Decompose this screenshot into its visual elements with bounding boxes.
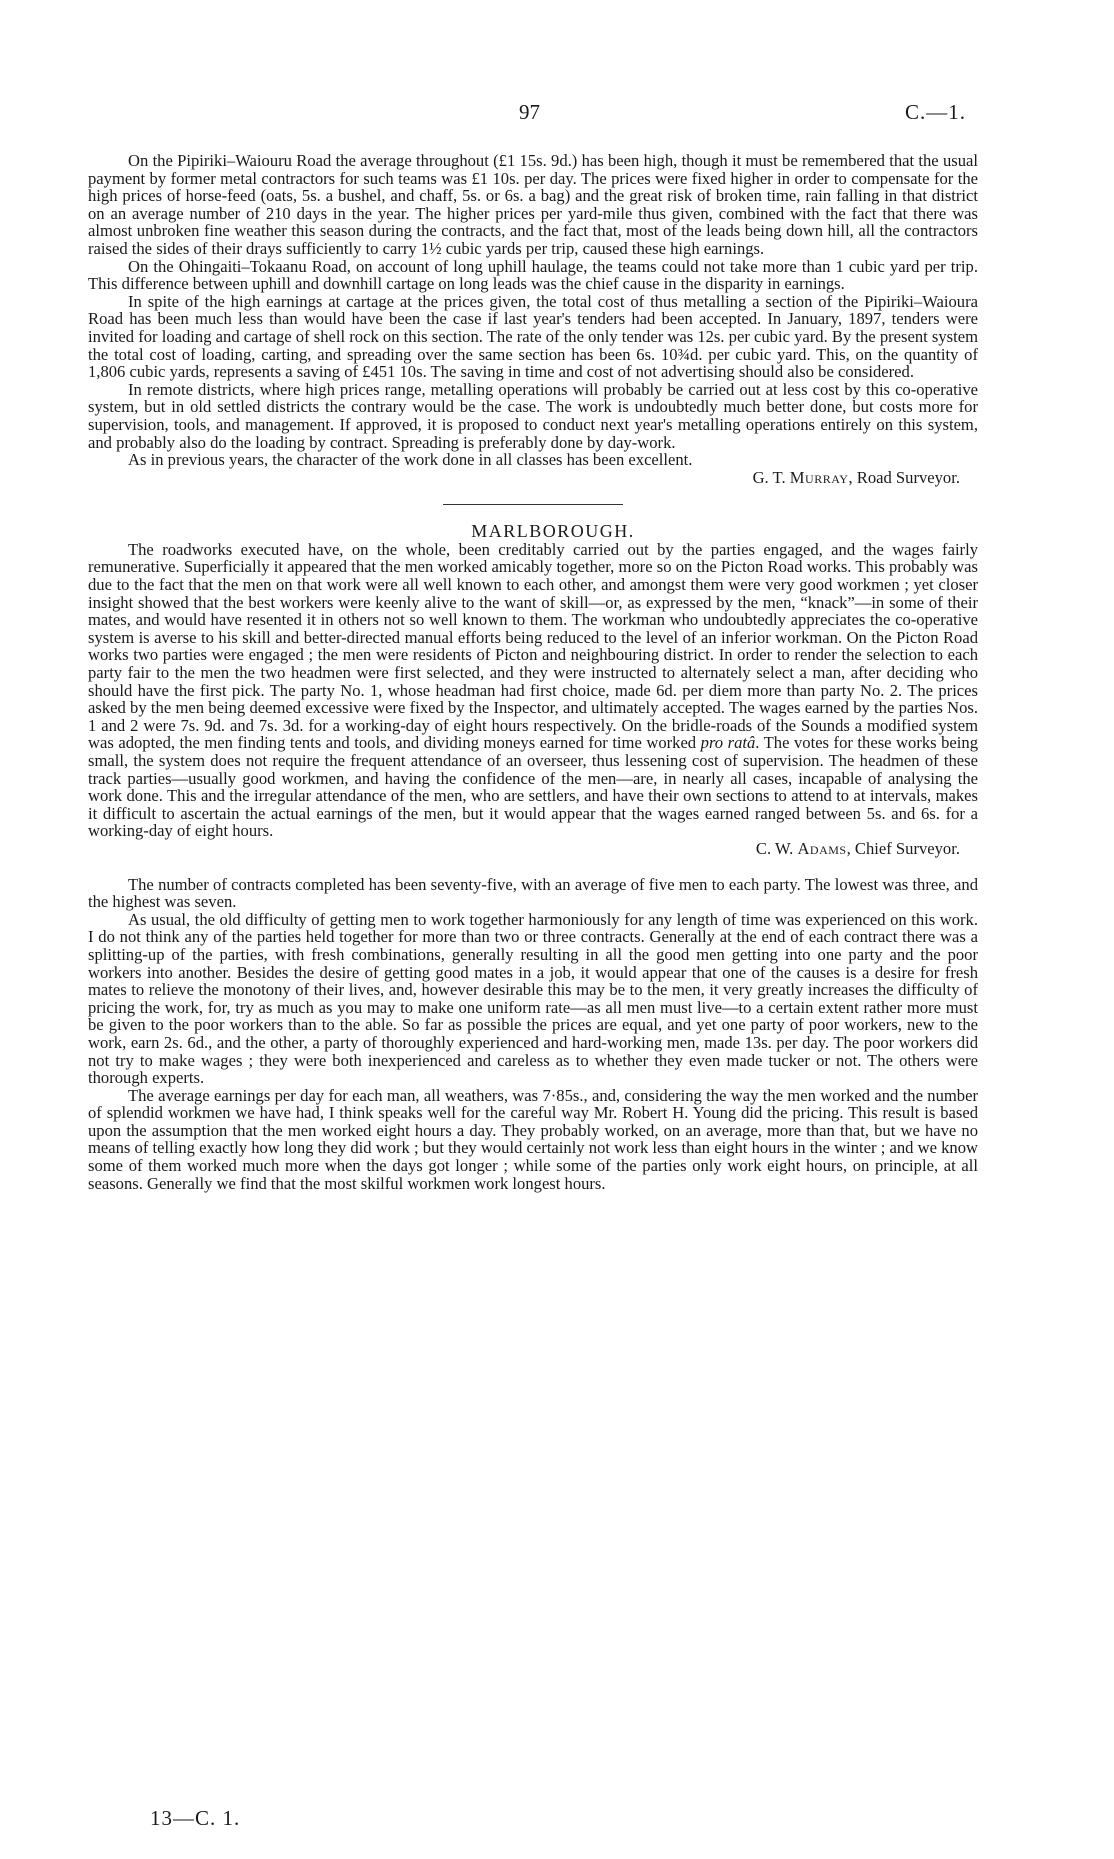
paragraph (88, 541, 978, 840)
signature-name: Adams (797, 838, 847, 858)
page-header (0, 100, 1114, 130)
paragraph-text: . The votes for these works being small, the system does not require the frequent attendance of an overseer, thus lessening cost of supervision. The headmen of these track parties—usually good workmen, and having the confidence of the men—are, in nearly all cases, incapable of analysing the work done. This and the irregular attendance of the men, who are settlers, and have their own sections to attend to at intervals, makes it difficult to ascertain the actual earnings of the men, but it would appear that the wages earned ranged between 5s. and 6s. for a working-day of eight hours. (88, 733, 978, 841)
section-divider (443, 504, 623, 505)
paragraph-text: The roadworks executed have, on the whole, been creditably carried out by the parties engaged, and the wages fairly remunerative. Superficially it appeared that the men worked amicably together, more so on the Picton Road works. This probably was due to the fact that the men on that work were all well known to each other, and amongst them were very good workmen ; yet closer insight showed that the best workers were keenly alive to the want of skill—or, as expressed by the men, “knack”—in some of their mates, and would have resented it in others not so well known to them. The workman who undoubtedly appreciates the co-operative system is averse to his skill and better-directed manual efforts being reduced to the level of an inferior workman. On the Picton Road works two parties were engaged ; the men were residents of Picton and neighbouring district. In order to render the selection to each party fair to the men the two headmen were first selected, and they were instructed to alternately select a man, after deciding who should have the first pick. The party No. 1, whose headman had first choice, made 6d. per diem more than party No. 2. The prices asked by the men being deemed excessive were fixed by the Inspector, and ultimately accepted. The wages earned by the parties Nos. 1 and 2 were 7s. 9d. and 7s. 3d. for a working-day of eight hours respectively. On the bridle-roads of the Sounds a modified system was adopted, the men finding tents and tools, and dividing moneys earned for time worked (88, 539, 978, 753)
document-code: C.—1. (905, 100, 967, 124)
spacer (88, 858, 978, 876)
italic-phrase: pro ratâ (700, 733, 756, 753)
section-heading: MARLBOROUGH. (471, 521, 635, 542)
signature-title: , Road Surveyor. (848, 467, 960, 487)
signature-adams (88, 840, 978, 858)
printer-signature-mark: 13—C. 1. (150, 1806, 241, 1830)
paragraph: On the Pipiriki–Waiouru Road the average throughout (£1 15s. 9d.) has been high, though it must be remembered that the usual payment by former metal contractors for such teams was £1 10s. per day. The prices were fixed higher in order to compensate for the high prices of horse-feed (oats, 5s. a bushel, and chaff, 5s. or 6s. a bag) and the great risk of broken time, rain falling in that district on an average number of 210 days in the year. The higher prices per yard-mile thus given, combined with the fact that there was almost unbroken fine weather this season during the contracts, and the fact that, most of the leads being down hill, all the contractors raised the sides of their drays sufficiently to carry 1½ cubic yards per trip, caused these high earnings. (88, 151, 978, 258)
signature-title: , Chief Surveyor. (846, 838, 960, 858)
page-number: 97 (519, 100, 540, 124)
paragraph: As usual, the old difficulty of getting men to work together harmoniously for any length of time was experienced on this work. I do not think any of the parties held together for more than two or three contracts. Generally at the end of each contract there was a splitting-up of the parties, with fresh combinations, generally resulting in all the good men getting into one party and the poor workers into another. Besides the desire of getting good mates in a job, it would appear that one of the causes is a desire for fresh mates to relieve the monotony of their lives, and, however desirable this may be to the men, it very greatly increases the difficulty of pricing the work, for, try as much as you may to make one uniform rate—as all men must live—to a certain extent rather more must be given to the poor workers than to the able. So far as possible the prices are equal, and yet one party of poor workers, new to the work, earn 2s. 6d., and the other, a party of thoroughly experienced and hard-working men, made 13s. per day. The poor workers did not try to make wages ; they were both inexperienced and careless as to whether they even made tucker or not. The others were thorough experts. (88, 909, 978, 1088)
paragraph: The average earnings per day for each man, all weathers, was 7·85s., and, considering the way the men worked and the number of splendid workmen we have had, I think speaks well for the careful way Mr. Robert H. Young did the pricing. This result is based upon the assumption that the men worked eight hours a day. They probably worked, on an average, more than that, but we have no means of telling exactly how long they did work ; but they would certainly not work less than eight hours in the winter ; and we know some of them worked much more when the days got longer ; while some of the parties only work eight hours, on principle, at all seasons. Generally we find that the most skilful workmen work longest hours. (88, 1085, 978, 1193)
signature-name: Murray (789, 467, 849, 487)
paragraph: In remote districts, where high prices range, metalling operations will probably be carried out at less cost by this co-operative system, but in old settled districts the contrary would be the case. The work is undoubtedly much better done, but costs more for supervision, tools, and management. If approved, it is proposed to conduct next year's metalling operations entirely on this system, and probably also do the loading by contract. Spreading is preferably done by day-work. (88, 379, 978, 452)
signature-murray (88, 469, 978, 487)
paragraph: The number of contracts completed has been seventy-five, with an average of five men to each party. The lowest was three, and the highest was seven. (88, 874, 978, 912)
paragraph: On the Ohingaiti–Tokaanu Road, on account of long uphill haulage, the teams could not take more than 1 cubic yard per trip. This difference between uphill and downhill cartage on long leads was the chief cause in the disparity in earnings. (88, 256, 978, 294)
paragraph: In spite of the high earnings at cartage at the prices given, the total cost of thus metalling a section of the Pipiriki–Waioura Road has been much less than would have been the case if last year's tenders had been accepted. In January, 1897, tenders were invited for loading and cartage of shell rock on this section. The rate of the only tender was 12s. per cubic yard. By the present system the total cost of loading, carting, and spreading over the same section has been 6s. 10¾d. per cubic yard. This, on the quantity of 1,806 cubic yards, represents a saving of £451 10s. The saving in time and cost of not advertising should also be considered. (88, 291, 978, 382)
signature-initials: C. W. (755, 838, 794, 858)
paragraph: As in previous years, the character of the work done in all classes has been excellent. (128, 450, 693, 470)
body-text (88, 152, 978, 1192)
signature-initials: G. T. (752, 467, 786, 487)
